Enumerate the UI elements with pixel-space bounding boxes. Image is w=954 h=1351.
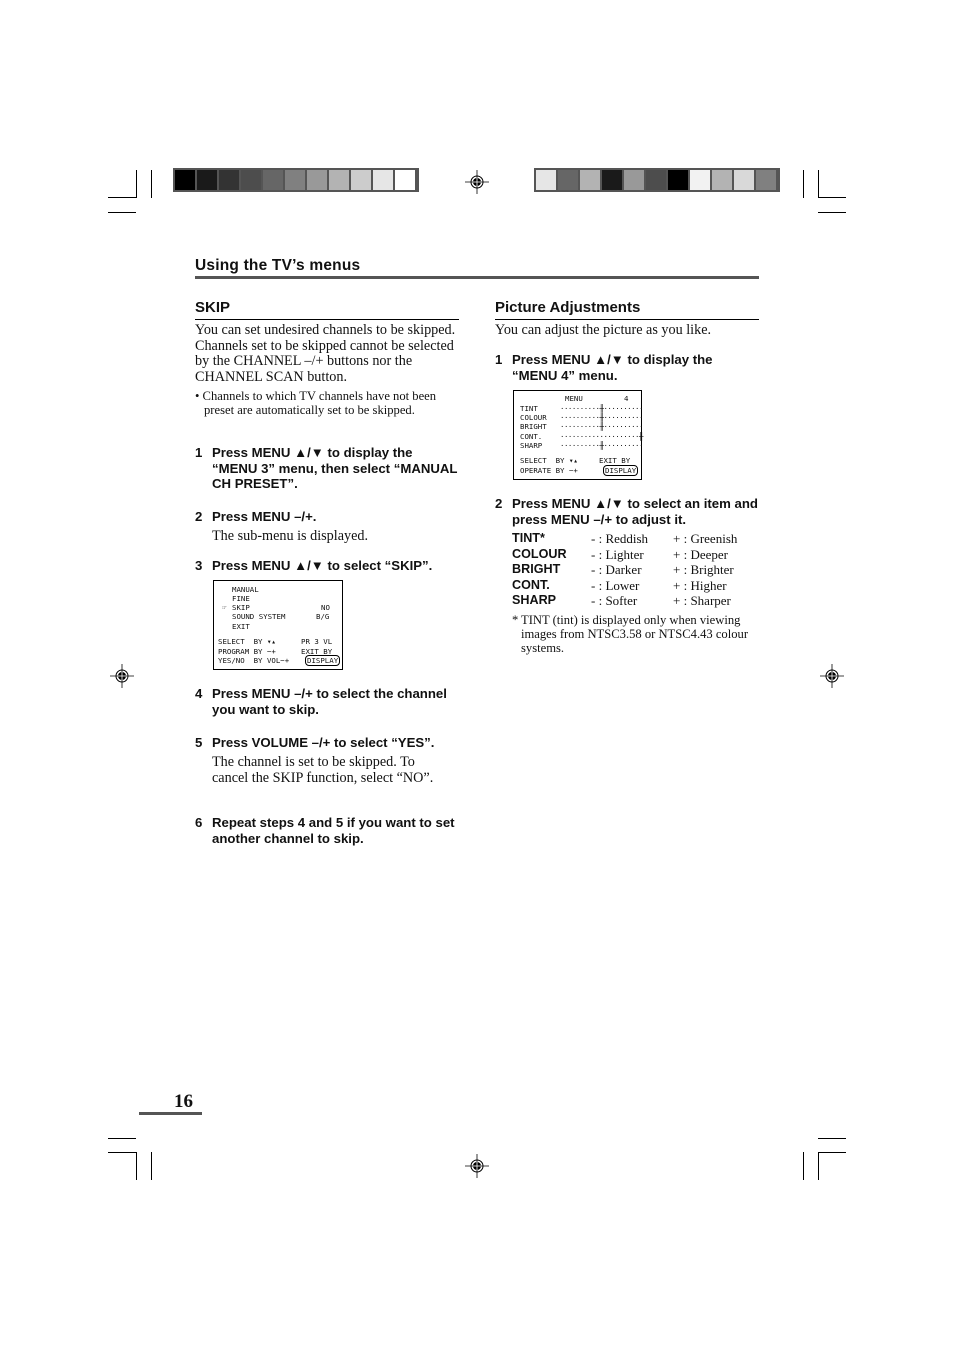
osd-item: SKIP [232,603,250,612]
osd-slider: ··········╫·········· [560,422,643,431]
osd-item: MANUAL [232,585,259,594]
color-calibration-bar-left [173,168,419,192]
skip-title: SKIP [195,299,231,316]
step-text: Press MENU ▲/▼ to select “SKIP”. [212,558,433,573]
osd-footer: PR 3 VL [301,637,333,646]
adjustment-minus: - : Lower [591,577,640,593]
display-button-label: DISPLAY [307,656,339,665]
osd-item: SHARP [520,441,543,450]
step-number: 1 [195,445,203,460]
step-text: Press VOLUME –/+ to select “YES”. [212,735,435,750]
osd-footer: EXIT BY [599,456,631,465]
adjustment-minus: - : Reddish [591,531,649,546]
skip-step-2-detail: The sub-menu is displayed. [212,528,369,544]
crop-mark [803,170,804,198]
color-swatch [690,170,710,190]
picture-step-2 [495,496,760,527]
osd-item: COLOUR [520,413,547,422]
color-swatch [263,170,283,190]
crop-mark [136,1152,137,1180]
osd-slider: ··········╫·········· [560,404,643,413]
step-number: 3 [195,558,203,573]
color-swatch [395,170,415,190]
step-number: 6 [195,815,203,830]
skip-step-1 [195,445,460,492]
color-swatch [307,170,327,190]
menu4-osd-screen [513,390,642,480]
crop-mark [108,197,136,198]
skip-note: • Channels to which TV channels have not been preset are automatically set to be skipped. [195,389,437,417]
registration-mark-icon [465,1154,489,1178]
crop-mark [108,1138,136,1139]
adjustment-table [512,531,762,609]
osd-footer: SELECT BY ▾▴ [218,637,276,646]
color-swatch [646,170,666,190]
color-swatch [285,170,305,190]
color-swatch [219,170,239,190]
color-swatch [197,170,217,190]
color-swatch [536,170,556,190]
step-text: Press MENU –/+. [212,509,317,524]
color-swatch [712,170,732,190]
skip-osd-screen [213,580,343,670]
picture-intro: You can adjust the picture as you like. [495,322,712,338]
crop-mark [818,197,846,198]
adjustment-minus: - : Softer [591,593,638,608]
color-swatch [756,170,776,190]
step-number: 4 [195,686,203,701]
adjustment-minus: - : Darker [591,562,642,577]
osd-item: CONT. [520,432,543,441]
registration-mark-icon [465,170,489,194]
color-swatch [558,170,578,190]
crop-mark [818,1152,846,1153]
skip-step-4 [195,686,460,717]
footnote-asterisk: * [512,613,519,627]
color-swatch [329,170,349,190]
color-swatch [373,170,393,190]
skip-step-2 [195,509,460,525]
step-number: 1 [495,352,503,367]
crop-mark [136,170,137,198]
osd-footer: SELECT BY ▾▴ [520,456,578,465]
osd-footer: EXIT BY [301,647,333,656]
color-calibration-bar-right [534,168,780,192]
adjustment-item: COLOUR [512,546,567,561]
adjustment-row-colour [512,547,762,563]
crop-mark [818,212,846,213]
color-swatch [241,170,261,190]
skip-step-5 [195,735,460,751]
color-swatch [175,170,195,190]
step-text: Press MENU ▲/▼ to display the “MENU 3” menu, then select “MANUAL CH PRESET”. [212,445,458,491]
crop-mark [151,170,152,198]
adjustment-row-bright [512,562,762,578]
crop-mark [803,1152,804,1180]
osd-slider: ··········╫·········· [560,413,643,422]
skip-step-6 [195,815,460,846]
osd-item: EXIT [232,622,250,631]
osd-value: B/G [316,612,330,621]
footnote-text: TINT (tint) is displayed only when viewing images from NTSC3.58 or NTSC4.43 colour systems. [521,613,749,655]
picture-title: Picture Adjustments [495,299,641,316]
step-text: Press MENU ▲/▼ to display the “MENU 4” menu. [512,352,713,383]
adjustment-minus: - : Lighter [591,546,644,562]
osd-footer: PROGRAM BY −+ [218,647,276,656]
color-swatch [580,170,600,190]
osd-footer: OPERATE BY −+ [520,466,578,475]
adjustment-plus: + : Sharper [673,593,731,608]
step-text: Repeat steps 4 and 5 if you want to set another channel to skip. [212,815,455,846]
osd-item: FINE [232,594,250,603]
tint-footnote [512,613,752,655]
registration-mark-icon [110,664,134,688]
step-number: 2 [195,509,203,524]
step-text: Press MENU –/+ to select the channel you want to skip. [212,686,447,717]
color-swatch [602,170,622,190]
crop-mark [818,170,819,198]
step-number: 2 [495,496,503,511]
adjustment-item: CONT. [512,577,550,592]
crop-mark [108,212,136,213]
osd-slider: ····················╫ [560,432,643,441]
pointer-hand-icon: ☞ [222,603,227,612]
osd-item: SOUND SYSTEM [232,612,286,621]
color-swatch [668,170,688,190]
adjustment-plus: + : Brighter [673,562,734,577]
adjustment-item: BRIGHT [512,562,561,576]
adjustment-plus: + : Higher [673,577,727,593]
adjustment-plus: + : Greenish [673,531,738,546]
crop-mark [108,1152,136,1153]
crop-mark [818,1152,819,1180]
skip-rule [195,319,459,320]
color-swatch [351,170,371,190]
page-number: 16 [174,1091,193,1112]
page-number-rule [139,1112,202,1115]
registration-mark-icon [820,664,844,688]
osd-item: TINT [520,404,538,413]
adjustment-row-cont [512,578,762,594]
osd-value: NO [321,603,330,612]
adjustment-row-tint [512,531,762,547]
section-title: Using the TV’s menus [195,257,361,274]
adjustment-row-sharp [512,593,762,609]
color-swatch [734,170,754,190]
osd-footer: YES/NO BY VOL−+ [218,656,290,665]
adjustment-plus: + : Deeper [673,546,728,562]
crop-mark [818,1138,846,1139]
osd-header: MENU [565,394,583,403]
skip-intro: You can set undesired channels to be skipped. Channels set to be skipped cannot be selected by the CHANNEL –/+ buttons nor the CHANNEL SCAN button. [195,322,456,385]
step-number: 5 [195,735,203,750]
color-swatch [624,170,644,190]
picture-step-1 [495,352,760,383]
crop-mark [151,1152,152,1180]
skip-step-5-detail: The channel is set to be skipped. To cancel the SKIP function, select “NO”. [212,754,434,786]
picture-rule [495,319,759,320]
osd-page-number: 4 [624,394,629,403]
skip-step-3 [195,558,460,574]
osd-item: BRIGHT [520,422,547,431]
step-text: Press MENU ▲/▼ to select an item and press MENU –/+ to adjust it. [512,496,758,527]
display-button-label: DISPLAY [605,466,637,475]
osd-slider: ··········╫·········· [560,441,643,450]
adjustment-item: TINT* [512,531,545,545]
section-rule [195,276,759,279]
adjustment-item: SHARP [512,593,557,607]
